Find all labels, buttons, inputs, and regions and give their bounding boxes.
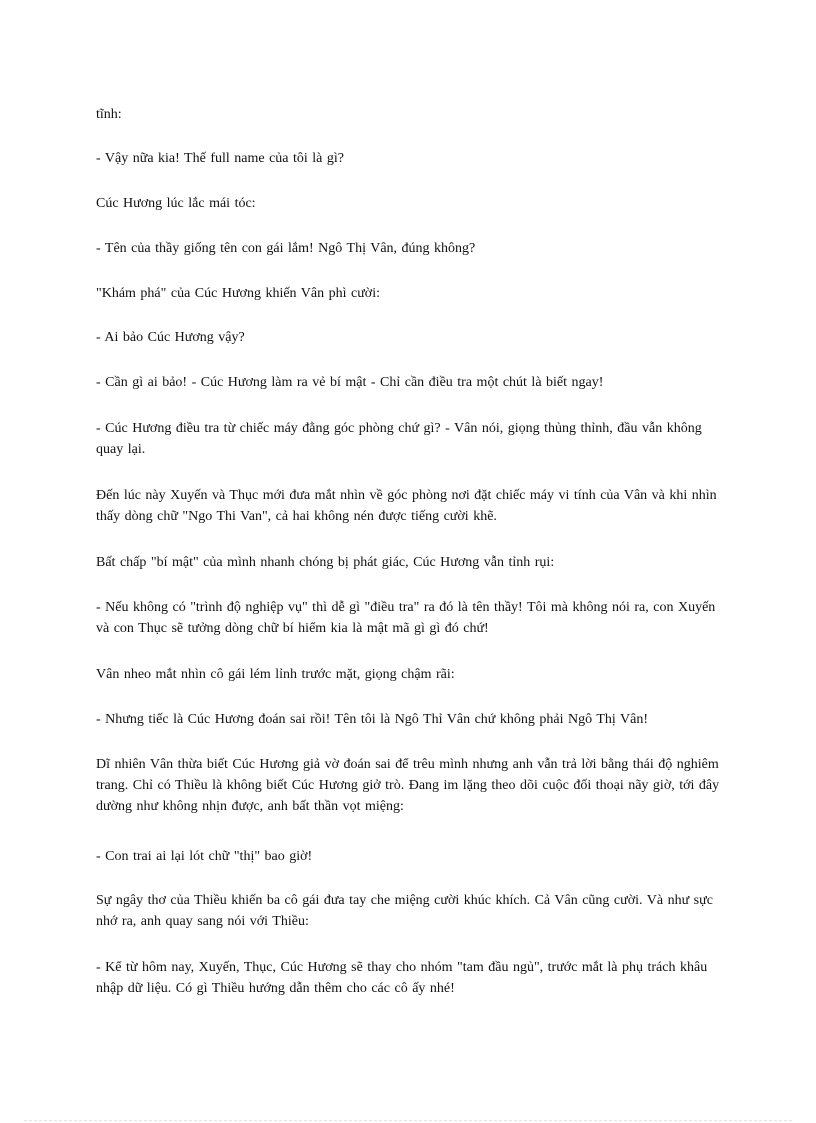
paragraph-8: - Cúc Hương điều tra từ chiếc máy đằng góc phòng chứ gì? - Vân nói, giọng thủng thỉnh, đầu vẫn không quay lại. (96, 421, 702, 457)
paragraph-3: Cúc Hương lúc lắc mái tóc: (96, 196, 256, 211)
paragraph-7: - Cần gì ai bảo! - Cúc Hương làm ra vẻ bí mật - Chỉ cần điều tra một chút là biết ngay! (96, 375, 604, 390)
paragraph-6: - Ai bảo Cúc Hương vậy? (96, 330, 245, 345)
paragraph-12: Vân nheo mắt nhìn cô gái lém lỉnh trước mặt, giọng chậm rãi: (96, 667, 455, 682)
paragraph-17: - Kể từ hôm nay, Xuyến, Thục, Cúc Hương sẽ thay cho nhóm "tam đầu ngủ", trước mắt là phụ trách khâu nhập dữ liệu. Có gì Thiều hướng dẫn thêm cho các cô ấy nhé! (96, 960, 708, 996)
paragraph-13: - Nhưng tiếc là Cúc Hương đoán sai rồi! Tên tôi là Ngô Thỉ Vân chứ không phải Ngô Thị Vân! (96, 712, 649, 727)
paragraph-10: Bất chấp "bí mật" của mình nhanh chóng bị phát giác, Cúc Hương vẫn tỉnh rụi: (96, 555, 555, 570)
page-bottom-divider (24, 1120, 792, 1121)
paragraph-4: - Tên của thầy giống tên con gái lắm! Ngô Thị Vân, đúng không? (96, 241, 476, 256)
paragraph-16: Sự ngây thơ của Thiều khiến ba cô gái đưa tay che miệng cười khúc khích. Cả Vân cũng cười. Và như sực nhớ ra, anh quay sang nói với Thiều: (96, 893, 713, 929)
paragraph-14: Dĩ nhiên Vân thừa biết Cúc Hương giả vờ đoán sai để trêu mình nhưng anh vẫn trả lời bằng thái độ nghiêm trang. Chỉ có Thiều là không biết Cúc Hương giở trò. Đang im lặng theo dõi cuộc đối thoại nãy giờ, tới đây dường như không nhịn được, anh bất thần vọt miệng: (96, 757, 720, 814)
paragraph-1: tĩnh: (96, 107, 122, 122)
paragraph-11: - Nếu không có "trình độ nghiệp vụ" thì dễ gì "điều tra" ra đó là tên thầy! Tôi mà không nói ra, con Xuyến và con Thục sẽ tưởng dòng chữ bí hiểm kia là mật mã gì gì đó chứ! (96, 600, 716, 636)
paragraph-5: "Khám phá" của Cúc Hương khiến Vân phì cười: (96, 286, 380, 301)
paragraph-2: - Vậy nữa kia! Thế full name của tôi là gì? (96, 151, 344, 166)
paragraph-9: Đến lúc này Xuyến và Thục mới đưa mắt nhìn về góc phòng nơi đặt chiếc máy vi tính của Vân và khi nhìn thấy dòng chữ "Ngo Thi Van", cả hai không nén được tiếng cười khẽ. (96, 488, 717, 524)
paragraph-15: - Con trai ai lại lót chữ "thị" bao giờ! (96, 849, 313, 864)
